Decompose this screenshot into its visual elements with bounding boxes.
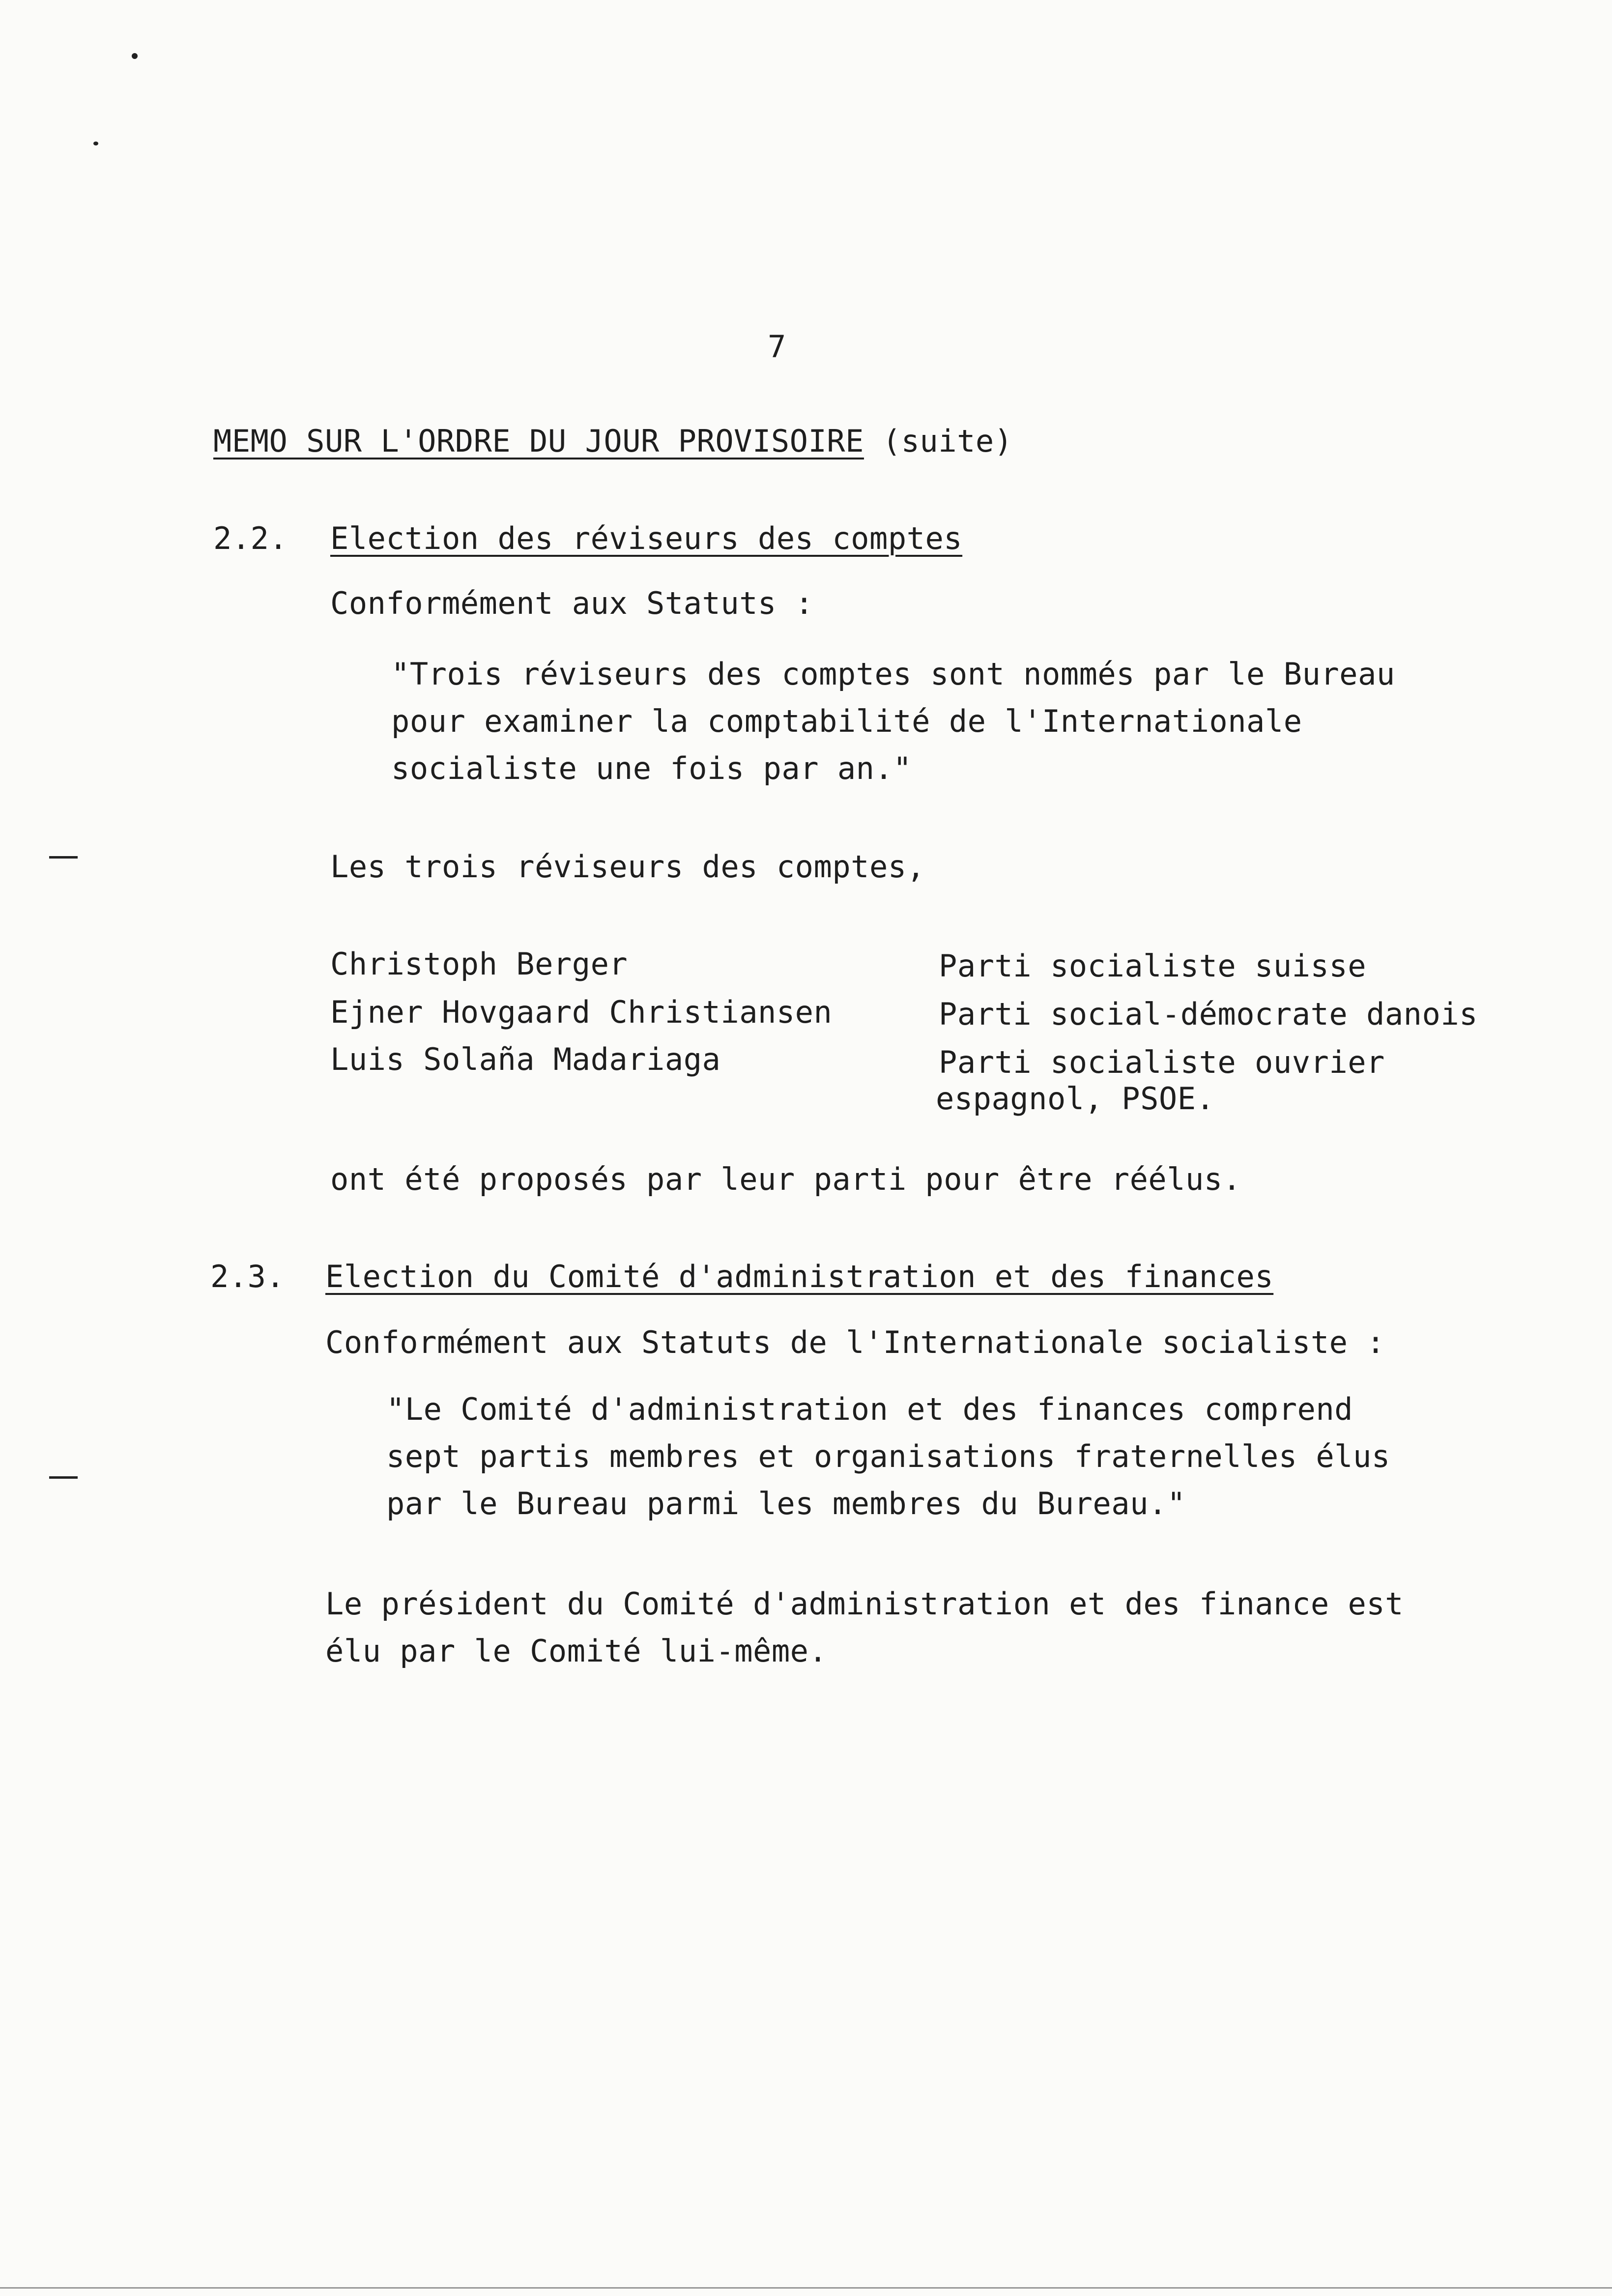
memo-header — [213, 418, 1013, 465]
quote-line: "Trois réviseurs des comptes sont nommés par le Bureau — [391, 656, 1395, 692]
closing-line: élu par le Comité lui-même. — [325, 1633, 828, 1669]
section-intro: Conformément aux Statuts de l'Internationale socialiste : — [325, 1324, 1385, 1360]
page-number: 7 — [768, 329, 786, 365]
auditor-name: Christoph Berger — [330, 946, 628, 982]
section-intro: Conformément aux Statuts : — [330, 585, 814, 621]
quote-line: par le Bureau parmi les membres du Bureau." — [386, 1486, 1186, 1521]
auditor-party-continued: espagnol, PSOE. — [936, 1081, 1215, 1117]
memo-title: MEMO SUR L'ORDRE DU JOUR PROVISOIRE — [213, 423, 864, 459]
auditor-party: Parti socialiste ouvrier — [939, 1044, 1385, 1080]
auditor-name: Ejner Hovgaard Christiansen — [330, 994, 833, 1030]
quote-line: sept partis membres et organisations fraternelles élus — [386, 1438, 1390, 1474]
auditor-party: Parti social-démocrate danois — [939, 996, 1478, 1032]
section-heading: Election du Comité d'administration et des finances — [325, 1259, 1274, 1294]
quote-line: socialiste une fois par an." — [391, 750, 912, 786]
statute-quote — [386, 1386, 1390, 1527]
scan-speck — [93, 142, 98, 145]
auditor-name: Luis Solaña Madariaga — [330, 1041, 721, 1077]
quote-line: "Le Comité d'administration et des finances comprend — [386, 1391, 1353, 1427]
section-number: 2.3. — [210, 1259, 285, 1294]
scan-speck — [132, 53, 138, 59]
closing-line: Le président du Comité d'administration et des finance est — [325, 1586, 1404, 1622]
section-number: 2.2. — [213, 520, 288, 556]
quote-line: pour examiner la comptabilité de l'Internationale — [391, 703, 1302, 739]
scan-mark — [49, 1476, 78, 1479]
statute-quote — [391, 651, 1395, 792]
memo-title-suffix: (suite) — [882, 423, 1013, 459]
section-heading: Election des réviseurs des comptes — [330, 520, 963, 556]
page-bottom-edge — [0, 2287, 1612, 2289]
committee-closing — [325, 1580, 1404, 1675]
auditors-closing: ont été proposés par leur parti pour être réélus. — [330, 1161, 1241, 1197]
auditors-lead: Les trois réviseurs des comptes, — [330, 849, 925, 885]
auditor-party: Parti socialiste suisse — [939, 948, 1367, 984]
scan-mark — [49, 856, 78, 859]
